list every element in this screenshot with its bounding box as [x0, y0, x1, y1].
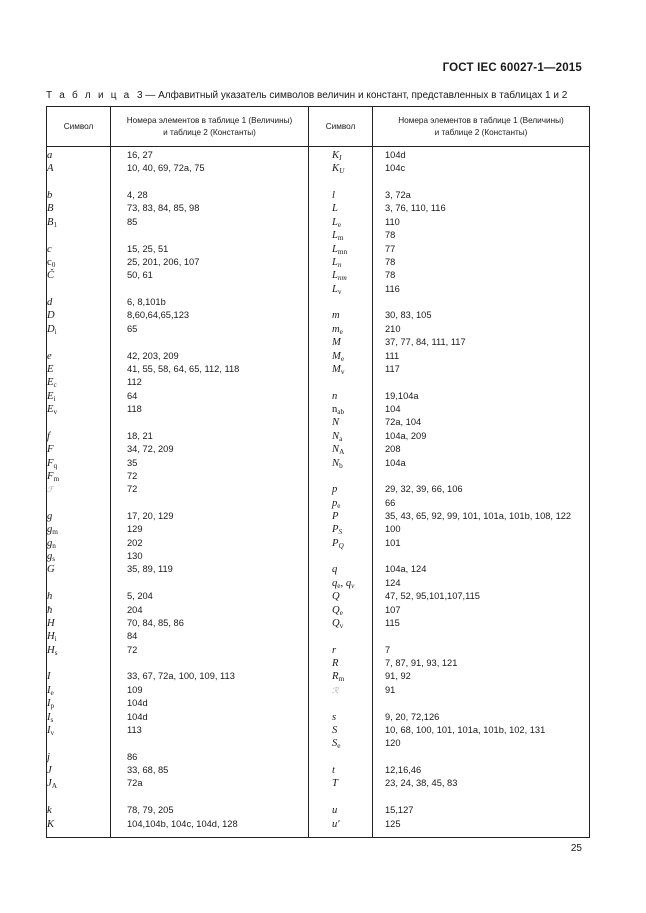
index-symbol: r [332, 644, 337, 656]
index-symbol: ħ [47, 604, 53, 616]
element-numbers: 8,60,64,65,123 [127, 310, 190, 321]
element-numbers: 125 [385, 818, 401, 829]
element-numbers: 19,104a [385, 390, 419, 401]
element-numbers: 104 [385, 404, 401, 415]
index-symbol: $g_m$ [47, 524, 58, 537]
element-numbers: 10, 40, 69, 72a, 75 [127, 163, 205, 174]
element-numbers: 16, 27 [127, 150, 153, 160]
index-symbol: P [332, 510, 339, 522]
element-numbers: 23, 24, 38, 45, 83 [385, 778, 458, 789]
element-numbers: 41, 55, 58, 64, 65, 112, 118 [127, 363, 240, 374]
index-symbol: $H_s$ [47, 644, 58, 657]
element-numbers: 104d [385, 150, 406, 160]
element-numbers: 77 [385, 243, 396, 254]
index-symbol: c [47, 243, 52, 255]
index-symbol: J [47, 765, 52, 777]
element-numbers: 120 [385, 738, 401, 749]
element-numbers: 72 [127, 470, 138, 481]
index-symbol: $g_n$ [47, 537, 56, 550]
element-numbers: 50, 61 [127, 270, 153, 281]
index-symbol: $F_m$ [47, 470, 60, 483]
element-numbers: 208 [385, 444, 401, 455]
page-number: 25 [570, 843, 582, 854]
index-symbol: $B_1$ [47, 216, 58, 229]
index-symbol: t [332, 765, 335, 777]
element-numbers: 35, 43, 65, 92, 99, 101, 101a, 101b, 108, 122 [385, 510, 572, 521]
element-numbers: 101 [385, 537, 401, 548]
element-numbers: 110 [385, 216, 400, 227]
column-divider [308, 107, 309, 837]
element-numbers: 116 [385, 283, 400, 294]
element-numbers: 25, 201, 206, 107 [127, 256, 200, 267]
index-symbol: L [332, 203, 338, 215]
element-numbers: 109 [127, 684, 143, 695]
index-symbol: $L_{nm}$ [332, 270, 347, 283]
index-symbol: A [47, 163, 54, 175]
element-numbers: 204 [127, 604, 143, 615]
index-symbol: T [332, 778, 338, 790]
element-numbers: 130 [127, 551, 143, 562]
element-numbers: 4, 28 [127, 190, 148, 201]
element-numbers: 91, 92 [385, 671, 411, 682]
header-numbers-line2: и таблице 2 (Константы) [434, 127, 528, 137]
index-symbol: q [332, 564, 338, 576]
element-numbers: 78 [385, 256, 396, 267]
element-numbers: 104,104b, 104c, 104d, 128 [127, 818, 238, 829]
index-symbol: $R_m$ [332, 671, 345, 684]
index-symbol: $Q_v$ [332, 617, 344, 630]
element-numbers: 104a, 124 [385, 564, 427, 575]
index-symbol: $K_U$ [332, 163, 345, 176]
index-symbol: $P_Q$ [332, 537, 344, 550]
element-numbers: 84 [127, 631, 138, 642]
element-numbers: 124 [385, 577, 401, 588]
element-numbers: 42, 203, 209 [127, 350, 179, 361]
index-symbol: $N_A$ [332, 444, 345, 457]
header-symbol-right: Символ [325, 121, 356, 131]
header-numbers-line1: Номера элементов в таблице 1 (Величины) [126, 115, 293, 125]
caption-label: Т а б л и ц а [46, 90, 132, 101]
column-divider [110, 107, 111, 837]
element-numbers: 104d [127, 698, 148, 709]
header-numbers-right [373, 107, 589, 146]
index-symbol: $N_b$ [332, 457, 343, 470]
header-divider [47, 146, 589, 147]
element-numbers: 7, 87, 91, 93, 121 [385, 658, 458, 669]
index-symbol: m [332, 310, 340, 322]
index-symbol: $L_n$ [332, 256, 342, 269]
element-numbers: 34, 72, 209 [127, 444, 174, 455]
element-numbers: 17, 20, 129 [127, 510, 174, 521]
index-symbol: $m_e$ [332, 323, 343, 336]
symbol-index-table [46, 106, 590, 838]
index-symbol: D [47, 310, 55, 322]
index-symbol: $L_m$ [332, 230, 344, 243]
element-numbers: 12,16,46 [385, 765, 422, 776]
element-numbers: 37, 77, 84, 111, 117 [385, 337, 466, 348]
element-numbers: 65 [127, 323, 138, 334]
element-numbers: 72a [127, 778, 143, 789]
index-symbol: R [332, 658, 339, 670]
element-numbers: 9, 20, 72,126 [385, 711, 440, 722]
header-numbers-line1: Номера элементов в таблице 1 (Величины) [398, 115, 564, 125]
index-symbol: $n_{ab}$ [332, 404, 345, 417]
index-symbol: $D_i$ [47, 323, 57, 336]
element-numbers: 30, 83, 105 [385, 310, 432, 321]
index-symbol: u' [332, 818, 340, 830]
index-symbol: $q_e$, $q_v$ [332, 577, 355, 590]
element-numbers: 3, 76, 110, 116 [385, 203, 446, 214]
element-numbers: 33, 67, 72a, 100, 109, 113 [127, 671, 235, 682]
index-symbol: $E_v$ [47, 404, 58, 417]
element-numbers: 29, 32, 39, 66, 106 [385, 484, 463, 495]
index-symbol: N [332, 417, 340, 429]
index-symbol: $F_q$ [47, 457, 58, 470]
element-numbers: 3, 72a [385, 190, 411, 201]
element-numbers: 73, 83, 84, 85, 98 [127, 203, 200, 214]
header-symbol-left: Символ [63, 121, 94, 131]
index-symbol: $E_i$ [47, 390, 56, 403]
element-numbers: 72 [127, 484, 138, 495]
element-numbers: 5, 204 [127, 591, 153, 602]
index-symbol: d [47, 297, 53, 309]
index-symbol: $K_I$ [332, 150, 342, 162]
element-numbers: 64 [127, 390, 138, 401]
element-numbers: 104a [385, 457, 406, 468]
document-code: ГОСТ IEC 60027-1—2015 [442, 62, 582, 74]
index-symbol: $L_e$ [332, 216, 342, 229]
element-numbers: 78 [385, 270, 396, 281]
index-symbol: j [47, 751, 50, 763]
element-numbers: 6, 8,101b [127, 297, 166, 308]
index-symbol: $H_i$ [47, 631, 57, 644]
index-symbol: $g_s$ [47, 551, 56, 564]
index-symbol: u [332, 805, 338, 817]
table-caption [46, 90, 567, 101]
header-numbers-line2: и таблице 2 (Константы) [163, 127, 256, 137]
element-numbers: 118 [127, 404, 142, 415]
element-numbers: 70, 84, 85, 86 [127, 617, 184, 628]
element-numbers: 18, 21 [127, 430, 153, 441]
element-numbers: 104d [127, 711, 148, 722]
index-symbol: $p_e$ [332, 497, 341, 510]
index-symbol: g [47, 510, 53, 522]
index-symbol: H [47, 617, 55, 629]
element-numbers: 33, 68, 85 [127, 765, 169, 776]
index-symbol: a [47, 150, 53, 161]
index-symbol: f [47, 430, 50, 442]
element-numbers: 15, 25, 51 [127, 243, 169, 254]
index-symbol: $I_e$ [47, 684, 54, 697]
index-symbol: p [332, 484, 338, 496]
element-numbers: 202 [127, 537, 143, 548]
index-symbol: $I_v$ [47, 724, 55, 737]
element-numbers: 129 [127, 524, 143, 535]
element-numbers: 72a, 104 [385, 417, 422, 428]
element-numbers: 15,127 [385, 805, 414, 816]
index-symbol: l [332, 190, 335, 202]
index-symbol: M [332, 337, 341, 349]
element-numbers: 91 [385, 684, 396, 695]
element-numbers: 85 [127, 216, 138, 227]
index-symbol: e [47, 350, 52, 362]
index-symbol: $M_v$ [332, 363, 345, 376]
index-symbol: Q [332, 591, 340, 603]
index-symbol: B [47, 203, 54, 215]
caption-number: 3 [136, 90, 143, 101]
element-numbers: 112 [127, 377, 142, 388]
index-symbol: s [332, 711, 337, 723]
index-symbol: $Q_e$ [332, 604, 343, 617]
element-numbers: 104a, 209 [385, 430, 427, 441]
index-symbol: ℛ [332, 685, 339, 695]
element-numbers: 10, 68, 100, 101, 101a, 101b, 102, 131 [385, 724, 546, 735]
element-numbers: 117 [385, 363, 400, 374]
index-symbol: h [47, 591, 53, 603]
index-symbol: $N_a$ [332, 430, 343, 443]
index-symbol: $c_0$ [47, 256, 56, 269]
index-symbol: $J_A$ [47, 778, 57, 791]
column-divider [372, 107, 373, 837]
element-numbers: 111 [385, 350, 400, 361]
index-symbol: ℱ [47, 485, 54, 495]
element-numbers: 66 [385, 497, 396, 508]
index-symbol: $M_e$ [332, 350, 345, 363]
index-symbol: $S_e$ [332, 738, 341, 751]
element-numbers: 7 [385, 644, 391, 655]
header-numbers-left [111, 107, 308, 146]
element-numbers: 86 [127, 751, 138, 762]
index-symbol: G [47, 564, 55, 576]
index-symbol: F [47, 444, 54, 456]
element-numbers: 78, 79, 205 [127, 805, 174, 816]
index-symbol: $E_c$ [47, 377, 57, 390]
element-numbers: 47, 52, 95,101,107,115 [385, 591, 480, 602]
element-numbers: 100 [385, 524, 401, 535]
index-symbol: E [47, 363, 54, 375]
index-symbol: K [47, 818, 55, 830]
element-numbers: 78 [385, 230, 396, 241]
element-numbers: 107 [385, 604, 401, 615]
element-numbers: 113 [127, 724, 142, 735]
element-numbers: 35 [127, 457, 138, 468]
element-numbers: 72 [127, 644, 138, 655]
element-numbers: 210 [385, 323, 401, 334]
index-symbol: n [332, 390, 338, 402]
index-symbol: $P_S$ [332, 524, 343, 537]
index-symbol: Č [47, 270, 55, 282]
index-symbol: S [332, 724, 338, 736]
element-numbers: 35, 89, 119 [127, 564, 173, 575]
index-symbol: I [47, 671, 51, 683]
caption-text: — Алфавитный указатель символов величин и констант, представленных в таблицах 1 и 2 [145, 90, 568, 101]
element-numbers: 104c [385, 163, 406, 174]
index-symbol: $I_p$ [47, 698, 55, 711]
element-numbers: 115 [385, 617, 400, 628]
index-symbol: $L_{mn}$ [332, 243, 348, 256]
index-symbol: b [47, 190, 53, 202]
index-symbol: $I_s$ [47, 711, 54, 724]
index-symbol: k [47, 805, 52, 817]
index-symbol: $L_v$ [332, 283, 342, 296]
